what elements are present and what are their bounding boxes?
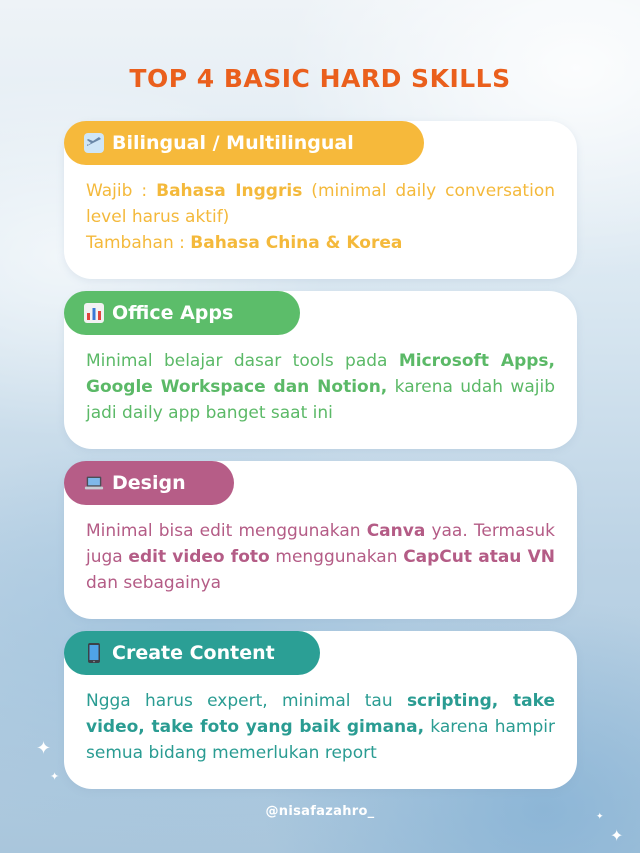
description-line xyxy=(86,518,555,596)
highlight-text: Bahasa China & Korea xyxy=(190,233,403,253)
skill-description-bilingual xyxy=(86,178,555,256)
skill-description-create-content xyxy=(86,688,555,766)
body-text: karena udah wajib jadi daily app banget saat ini xyxy=(86,377,555,423)
body-text: Tambahan : xyxy=(86,233,191,253)
body-text: (minimal daily conversation level harus aktif) xyxy=(86,181,555,227)
description-line xyxy=(86,178,555,230)
body-text: Wajib : xyxy=(86,181,157,201)
body-text: yaa. Termasuk juga xyxy=(86,521,555,567)
body-text: menggunakan xyxy=(269,547,404,567)
skill-description-office-apps xyxy=(86,348,555,426)
skill-header-office-apps xyxy=(64,291,300,335)
skill-header-design xyxy=(64,461,234,505)
skill-label-create-content: Create Content xyxy=(112,642,275,664)
description-line xyxy=(86,348,555,426)
body-text: Minimal belajar dasar tools pada xyxy=(86,351,399,371)
sparkle-icon: ✦ xyxy=(610,826,624,845)
highlight-text: edit video foto xyxy=(128,547,270,567)
highlight-text: Bahasa Inggris xyxy=(156,181,303,201)
skill-label-bilingual: Bilingual / Multilingual xyxy=(112,132,354,154)
highlight-text: scripting, take video, take foto yang baik gimana, xyxy=(86,691,555,737)
skill-header-create-content xyxy=(64,631,320,675)
sparkle-icon: ✦ xyxy=(36,738,52,759)
sparkle-icon: ✦ xyxy=(50,770,60,783)
skill-label-office-apps: Office Apps xyxy=(112,302,234,324)
skill-description-design xyxy=(86,518,555,596)
airplane-icon xyxy=(84,133,104,153)
skill-header-bilingual xyxy=(64,121,424,165)
body-text: Minimal bisa edit menggunakan xyxy=(86,521,367,541)
body-text: dan sebagainya xyxy=(86,573,222,593)
laptop-icon xyxy=(84,473,104,493)
body-text: Ngga harus expert, minimal tau xyxy=(86,691,407,711)
bar-chart-icon xyxy=(84,303,104,323)
description-line xyxy=(86,230,555,256)
skill-label-design: Design xyxy=(112,472,186,494)
highlight-text: Canva xyxy=(366,521,426,541)
highlight-text: CapCut atau VN xyxy=(403,547,556,567)
description-line xyxy=(86,688,555,766)
page-title: TOP 4 BASIC HARD SKILLS xyxy=(129,64,511,93)
sparkle-icon: ✦ xyxy=(596,812,604,822)
body-text: karena hampir semua bidang memerlukan report xyxy=(86,717,555,763)
highlight-text: Microsoft Apps, Google Workspace dan Notion, xyxy=(86,351,555,397)
mobile-phone-icon xyxy=(84,643,104,663)
author-handle: @nisafazahro_ xyxy=(265,804,375,819)
